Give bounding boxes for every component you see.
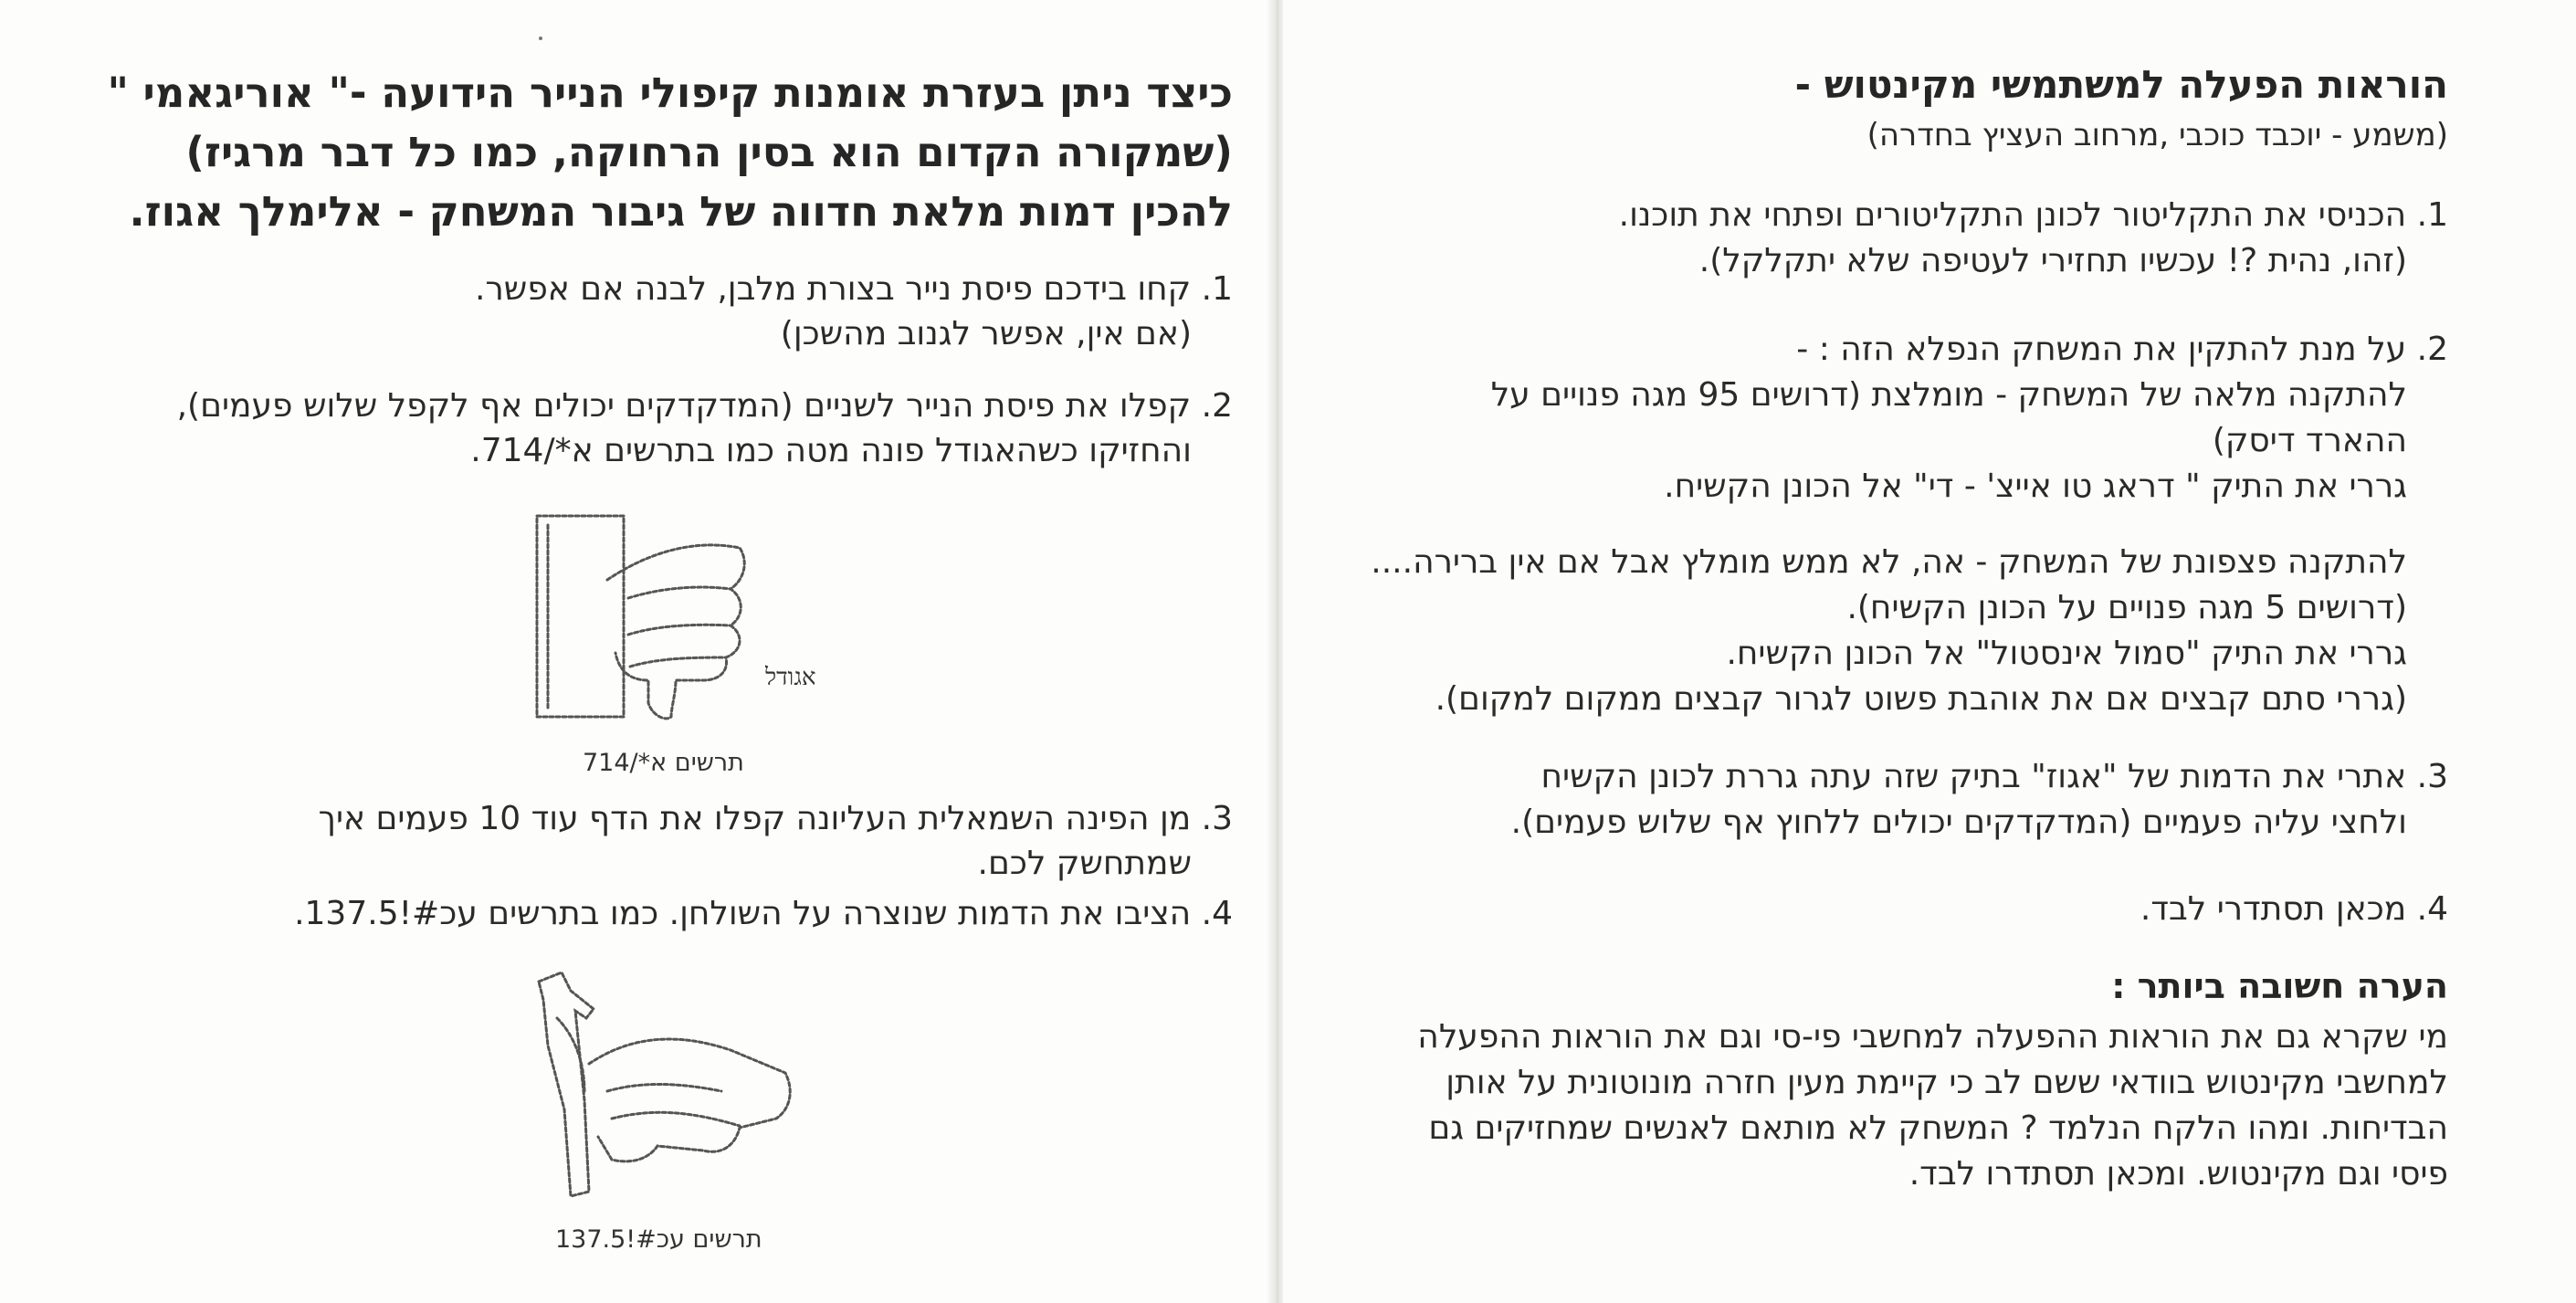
figure-hand-holding-figure — [520, 963, 822, 1210]
left-page — [0, 0, 1274, 1303]
mac-step-1-line-2: (זהו, נהית ?! עכשיו תחזירי לעטיפה שלא יתקלקל). — [1698, 242, 2407, 279]
note-line-3: הבדיחות. ומהו הלקח הנלמד ? המשחק לא מותאם לאנשים שמחזיקים גם — [1428, 1109, 2448, 1147]
figure-1-caption: תרשים א*/714 — [583, 749, 744, 777]
origami-title-line-2: (שמקורה הקדום הוא בסין הרחוקה, כמו כל דבר מרגיז) — [185, 128, 1233, 176]
mac-step-2b-line-1: להתקנה פצפונת של המשחק - אה, לא ממש מומלץ אבל אם אין ברירה.... — [1371, 543, 2407, 581]
right-page — [1283, 0, 2576, 1303]
mac-step-3-line-2: ולחצי עליה פעמיים (המדקדקים יכולים ללחוץ אף שלוש פעמים). — [1510, 804, 2407, 841]
mac-step-3-line-1: 3. אתרי את הדמות של "אגוז" בתיק שזה עתה גררת לכונן הקשיח — [1540, 758, 2448, 795]
step-4-line-1: 4. הציבו את הדמות שנוצרה על השולחן. כמו בתרשים עכ#!137.5. — [294, 895, 1233, 932]
origami-title-line-3: להכין דמות מלאת חדווה של גיבור המשחק - אלימלך אגוז. — [129, 187, 1233, 236]
hand-holding-origami-illustration — [520, 963, 822, 1210]
mac-step-2-line-2: להתקנה מלאה של המשחק - מומלצת (דרושים 95 מגה פנויים על — [1490, 376, 2407, 414]
figure-2-caption: תרשים עכ#!137.5 — [555, 1225, 762, 1254]
mac-instructions-title: הוראות הפעלה למשתמשי מקינטוש - — [1794, 62, 2448, 107]
note-line-1: מי שקרא גם את הוראות ההפעלה למחשבי פי-סי וגם את הוראות ההפעלה — [1417, 1018, 2448, 1056]
mac-step-4: 4. מכאן תסתדרי לבד. — [2140, 890, 2448, 928]
mac-step-2b-line-2: (דרושים 5 מגה פנויים על הכונן הקשיח). — [1846, 589, 2407, 626]
step-1-line-2: (אם אין, אפשר לגנוב מהשכן) — [780, 315, 1192, 352]
step-2-line-1: 2. קפלו את פיסת הנייר לשניים (המדקדקים יכולים אף לקפל שלוש פעמים), — [176, 387, 1233, 425]
figure-thumb-down — [520, 498, 867, 726]
step-3-line-2: שמתחשק לכם. — [977, 845, 1192, 882]
mac-step-2-line-3: ההארד דיסק) — [2212, 422, 2407, 459]
hand-thumb-down-illustration — [520, 498, 867, 726]
step-2-line-2: והחזיקו כשהאגודל פונה מטה כמו בתרשים א*/714. — [470, 432, 1192, 469]
mac-step-2b-line-3: גררי את התיק "סמול אינסטול" אל הכונן הקשיח. — [1726, 635, 2407, 672]
note-line-2: למחשבי מקינטוש בוודאי ששם לב כי קיימת מעין חזרה מונוטונית על אותן — [1446, 1064, 2448, 1101]
origami-title-line-1: כיצד ניתן בעזרת אומנות קיפולי הנייר הידועה -" אוריגאמי " — [107, 68, 1233, 117]
important-note-title: הערה חשובה ביותר : — [2111, 966, 2448, 1006]
speck — [539, 37, 542, 40]
mac-instructions-subtitle: (משמע - יוכבד כוכבי ,מרחוב העציץ בחדרה) — [1866, 117, 2448, 153]
mac-step-2b-line-4: (גררי סתם קבצים אם את אוהבת פשוט לגרור קבצים ממקום למקום). — [1435, 680, 2407, 718]
note-line-4: פיסי וגם מקינטוש. ומכאן תסתדרו לבד. — [1908, 1155, 2448, 1193]
step-1-line-1: 1. קחו בידכם פיסת נייר בצורת מלבן, לבנה אם אפשר. — [475, 270, 1233, 308]
step-3-line-1: 3. מן הפינה השמאלית העליונה קפלו את הדף עוד 10 פעמים איך — [318, 800, 1233, 837]
thumb-label: אגודל — [765, 664, 816, 691]
mac-step-2-line-1: 2. על מנת להתקין את המשחק הנפלא הזה : - — [1796, 331, 2448, 368]
mac-step-1-line-1: 1. הכניסי את התקליטור לכונן התקליטורים ופתחי את תוכנו. — [1618, 196, 2448, 234]
mac-step-2-line-4: גררי את התיק " דראג טו אייצ' - די" אל הכונן הקשיח. — [1664, 468, 2407, 505]
